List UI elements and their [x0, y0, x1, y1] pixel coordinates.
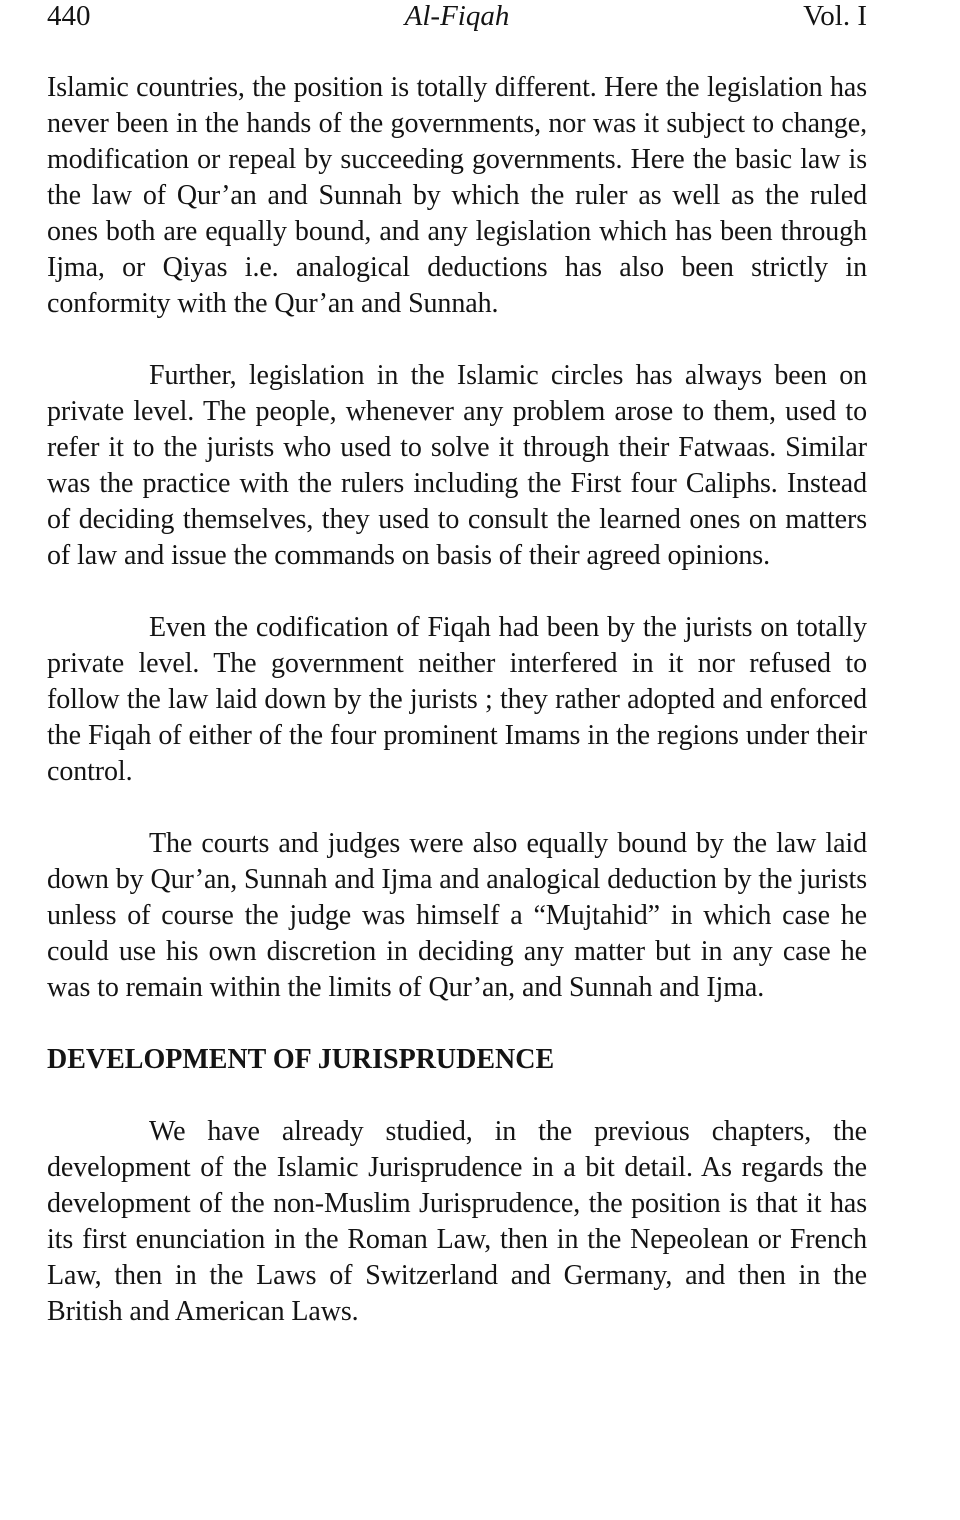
book-page: [47, 0, 867, 1330]
page-number: 440: [47, 0, 91, 32]
running-header: [47, 0, 867, 40]
paragraph-continuation: Islamic countries, the position is totally different. Here the legislation has never been in the hands of the governments, nor was it subject to change, modification or repeal by succeeding governments. Here the basic law is the law of Qur’an and Sunnah by which the ruler as well as the ruled ones both are equally bound, and any legislation which has been through Ijma, or Qiyas i.e. analogical deductions has also been strictly in conformity with the Qur’an and Sunnah.: [47, 72, 867, 319]
paragraph-courts-judges: The courts and judges were also equally bound by the law laid down by Qur’an, Sunnah and Ijma and analogical deduction by the jurists unless of course the judge was himself a “Mujtahid” in which case he could use his own discretion in deciding any matter but in any case he was to remain within the limits of Qur’an, and Sunnah and Ijma.: [47, 828, 867, 1003]
section-heading: DEVELOPMENT OF JURISPRUDENCE: [47, 1044, 555, 1075]
paragraph-private-legislation: Further, legislation in the Islamic circles has always been on private level. The people, whenever any problem arose to them, used to refer it to the jurists who used to solve it through their Fatwaas. Similar was the practice with the rulers including the First four Caliphs. Instead of deciding themselves, they used to consult the learned ones on matters of law and issue the commands on basis of their agreed opinions.: [47, 360, 867, 571]
paragraph-development: We have already studied, in the previous chapters, the development of the Islamic Jurisprudence in a bit detail. As regards the development of the non-Muslim Jurisprudence, the position is that it has its first enunciation in the Roman Law, then in the Nepeolean or French Law, then in the Laws of Switzerland and Germany, and then in the British and American Laws.: [47, 1116, 867, 1327]
volume-label: Vol. I: [803, 0, 867, 32]
book-title: Al-Fiqah: [404, 0, 510, 32]
paragraph-codification: Even the codification of Fiqah had been by the jurists on totally private level. The government neither interfered in it nor refused to follow the law laid down by the jurists ; they rather adopted and enforced the Fiqah of either of the four prominent Imams in the regions under their control.: [47, 612, 867, 787]
